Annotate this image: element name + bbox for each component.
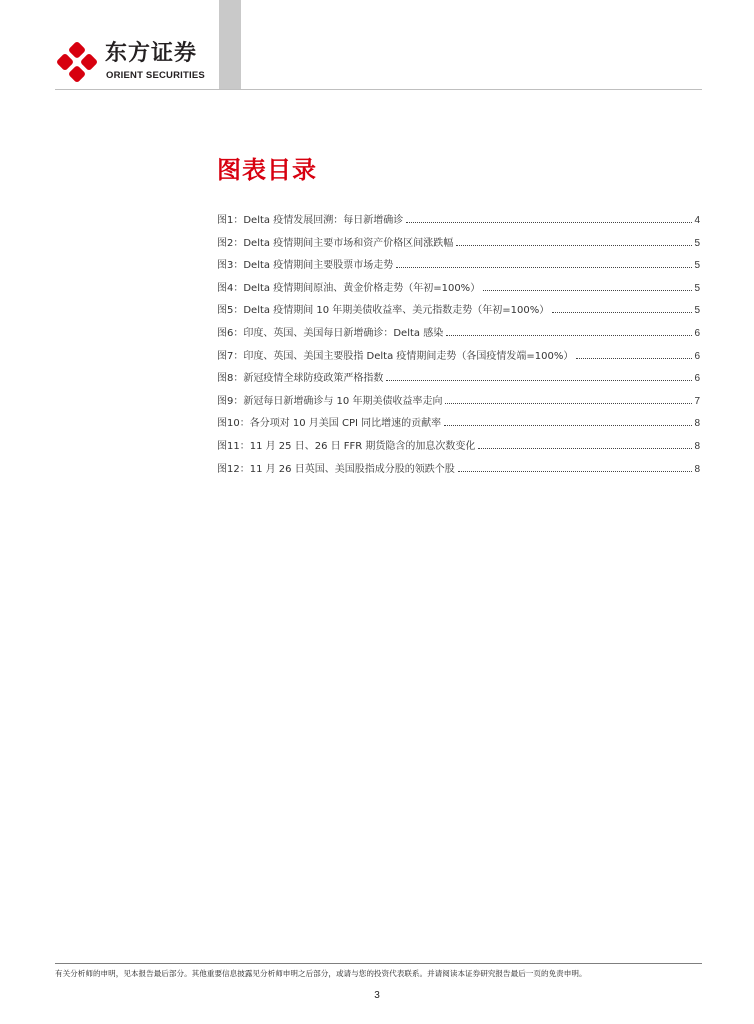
toc-entry-label: 图8：新冠疫情全球防疫政策严格指数 — [217, 373, 384, 385]
toc-entry-page: 5 — [694, 305, 700, 317]
footer-divider — [55, 963, 702, 964]
toc-entry[interactable] — [217, 460, 700, 483]
toc-entry[interactable] — [217, 279, 700, 302]
toc-leader-dots — [386, 379, 692, 381]
toc-entry-label: 图3：Delta 疫情期间主要股票市场走势 — [217, 260, 394, 272]
toc-leader-dots — [446, 334, 692, 336]
page-number: 3 — [374, 990, 380, 1001]
toc-leader-dots — [456, 244, 692, 246]
toc-entry[interactable] — [217, 324, 700, 347]
header-divider — [55, 89, 702, 90]
footer-disclaimer: 有关分析师的申明，见本报告最后部分。其他重要信息披露见分析师申明之后部分，或请与您的投资代表联系。并请阅读本证券研究报告最后一页的免责申明。 — [55, 969, 587, 978]
toc-entry-page: 8 — [694, 440, 700, 452]
toc-entry-page: 6 — [694, 327, 700, 339]
toc-entry-page: 8 — [694, 418, 700, 430]
orient-logo-icon — [55, 40, 99, 84]
toc-entry-page: 5 — [694, 260, 700, 272]
toc-leader-dots — [445, 402, 692, 404]
toc-leader-dots — [406, 221, 692, 223]
table-of-figures — [217, 211, 700, 482]
toc-leader-dots — [444, 424, 692, 426]
logo-chinese-name: 东方证券 — [105, 41, 198, 66]
toc-title: 图表目录 — [217, 156, 317, 184]
header-gray-tab — [219, 0, 241, 89]
toc-entry-label: 图7：印度、英国、美国主要股指 Delta 疫情期间走势（各国疫情发端=100%） — [217, 350, 574, 362]
toc-entry-page: 5 — [694, 282, 700, 294]
toc-entry-label: 图6：印度、英国、美国每日新增确诊：Delta 感染 — [217, 327, 444, 339]
toc-entry-page: 7 — [694, 395, 700, 407]
toc-entry-page: 8 — [694, 463, 700, 475]
toc-entry[interactable] — [217, 256, 700, 279]
toc-entry[interactable] — [217, 392, 700, 415]
toc-entry[interactable] — [217, 301, 700, 324]
toc-entry-label: 图9：新冠每日新增确诊与 10 年期美债收益率走向 — [217, 395, 443, 407]
toc-entry-label: 图2：Delta 疫情期间主要市场和资产价格区间涨跌幅 — [217, 237, 454, 249]
company-logo — [55, 40, 215, 84]
toc-entry-label: 图10：各分项对 10 月美国 CPI 同比增速的贡献率 — [217, 418, 442, 430]
toc-entry[interactable] — [217, 414, 700, 437]
toc-entry-label: 图12：11 月 26 日英国、美国股指成分股的领跌个股 — [217, 463, 455, 475]
toc-leader-dots — [458, 470, 693, 472]
toc-entry-label: 图4：Delta 疫情期间原油、黄金价格走势（年初=100%） — [217, 282, 481, 294]
toc-leader-dots — [483, 289, 692, 291]
toc-entry-page: 6 — [694, 350, 700, 362]
toc-entry-label: 图5：Delta 疫情期间 10 年期美债收益率、美元指数走势（年初=100%） — [217, 305, 550, 317]
toc-entry[interactable] — [217, 234, 700, 257]
toc-entry-page: 5 — [694, 237, 700, 249]
toc-leader-dots — [478, 447, 692, 449]
toc-leader-dots — [552, 311, 692, 313]
toc-entry[interactable] — [217, 347, 700, 370]
toc-entry-page: 6 — [694, 373, 700, 385]
toc-leader-dots — [396, 266, 692, 268]
logo-english-name: ORIENT SECURITIES — [106, 70, 205, 81]
toc-entry-label: 图1：Delta 疫情发展回溯：每日新增确诊 — [217, 215, 404, 226]
toc-entry-label: 图11：11 月 25 日、26 日 FFR 期货隐含的加息次数变化 — [217, 440, 476, 452]
toc-entry[interactable] — [217, 437, 700, 460]
toc-entry[interactable] — [217, 369, 700, 392]
toc-leader-dots — [576, 357, 692, 359]
toc-entry-page: 4 — [694, 215, 700, 226]
toc-entry[interactable] — [217, 211, 700, 234]
